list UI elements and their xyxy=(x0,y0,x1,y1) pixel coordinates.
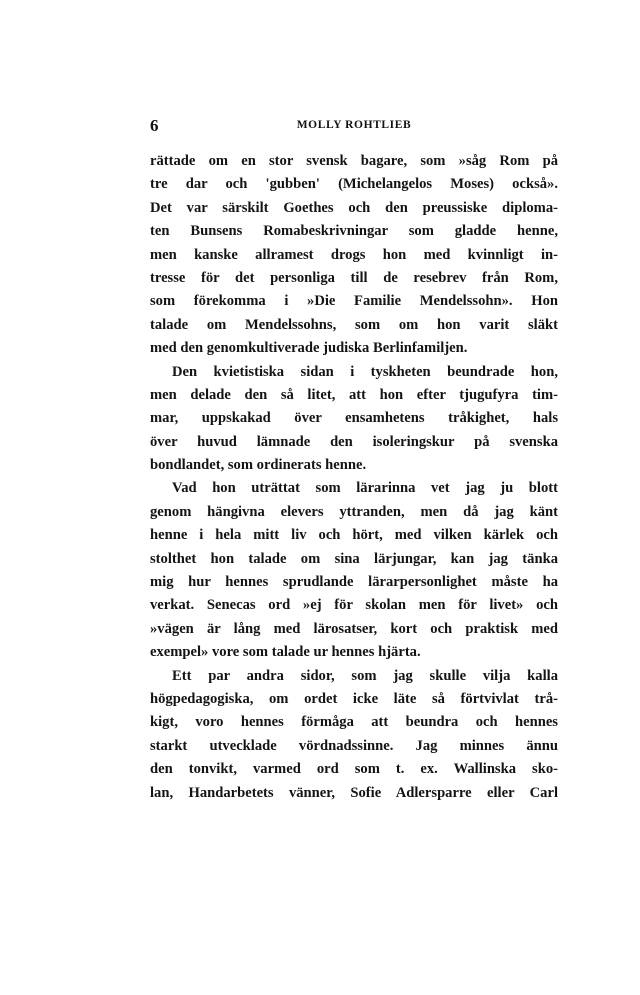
page-header xyxy=(150,116,558,140)
text-line: genom hängivna elevers yttranden, men då jag känt xyxy=(150,503,558,520)
running-title: MOLLY ROHTLIEB xyxy=(296,119,412,131)
text-line: rättade om en stor svensk bagare, som »såg Rom på xyxy=(150,153,558,169)
text-line: henne i hela mitt liv och hört, med vilken kärlek och xyxy=(150,527,558,544)
text-line: tre dar och 'gubben' (Michelangelos Moses) också». xyxy=(150,176,558,193)
text-line: över huvud lämnade den isoleringskur på svenska xyxy=(150,433,558,450)
text-line: men delade den så litet, att hon efter tjugufyra tim- xyxy=(150,386,558,403)
text-line: exempel» vore som talade ur hennes hjärta. xyxy=(150,644,421,661)
text-line: lan, Handarbetets vänner, Sofie Adlersparre eller Carl xyxy=(150,784,558,801)
text-line: högpedagogiska, om ordet icke läte så förtvivlat trå- xyxy=(150,690,558,707)
text-line: som förekomma i »Die Familie Mendelssohn». Hon xyxy=(150,293,558,310)
text-line: Det var särskilt Goethes och den preussiske diploma- xyxy=(150,199,558,216)
text-line: bondlandet, som ordinerats henne. xyxy=(150,457,367,474)
body-text xyxy=(150,150,558,805)
text-line: den tonvikt, varmed ord som t. ex. Wallinska sko- xyxy=(150,761,558,778)
text-line: »vägen är lång med lärosatser, kort och praktisk med xyxy=(150,620,558,637)
text-line: Den kvietistiska sidan i tyskheten beundrade hon, xyxy=(172,363,558,380)
text-line: kigt, voro hennes förmåga att beundra och hennes xyxy=(150,714,558,731)
text-line: ten Bunsens Romabeskrivningar som gladde henne, xyxy=(150,223,558,240)
text-line: tresse för det personliga till de resebrev från Rom, xyxy=(150,269,558,286)
text-line: starkt utvecklade vördnadssinne. Jag minnes ännu xyxy=(150,737,558,754)
text-line: stolthet hon talade om sina lärjungar, kan jag tänka xyxy=(150,550,558,567)
text-line: Ett par andra sidor, som jag skulle vilja kalla xyxy=(172,667,558,684)
page-number: 6 xyxy=(150,116,159,135)
text-line: Vad hon uträttat som lärarinna vet jag ju blott xyxy=(172,480,558,497)
text-line: talade om Mendelssohns, som om hon varit släkt xyxy=(150,316,558,333)
text-line: verkat. Senecas ord »ej för skolan men för livet» och xyxy=(150,597,558,614)
text-line: med den genomkultiverade judiska Berlinfamiljen. xyxy=(150,340,468,357)
text-line: mig hur hennes sprudlande lärarpersonlighet måste ha xyxy=(150,574,558,591)
text-line: mar, uppskakad över ensamhetens tråkighet, hals xyxy=(150,410,558,427)
text-line: men kanske allramest drogs hon med kvinnligt in- xyxy=(150,246,558,263)
